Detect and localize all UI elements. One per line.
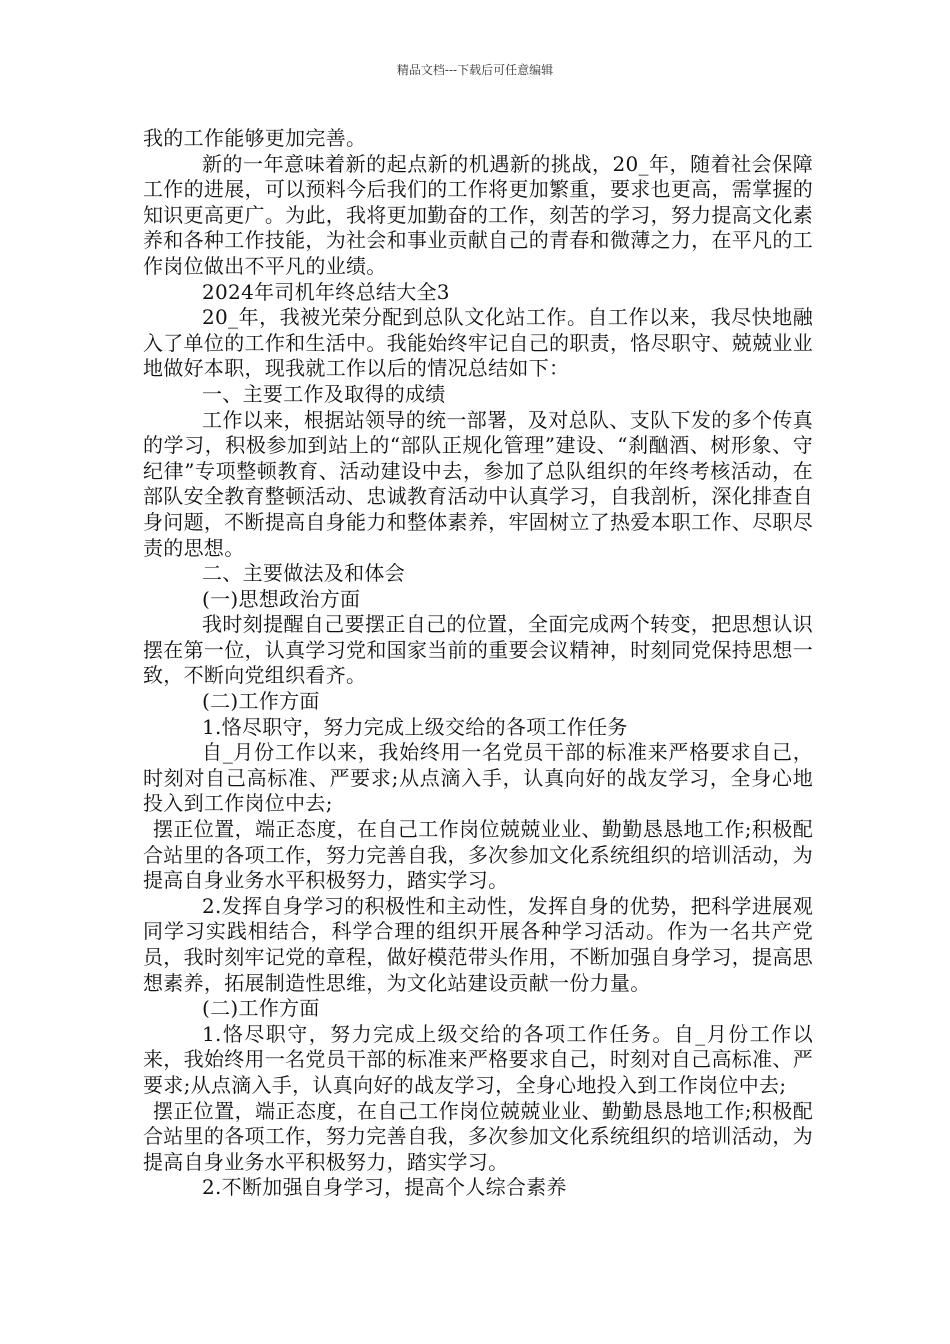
section-heading: 二、主要做法及和体会 [202, 561, 405, 586]
subsection-heading: (二)工作方面 [202, 996, 320, 1021]
paragraph: 自_月份工作以来，我始终用一名党员干部的标准来严格要求自己，时刻对自己高标准、严要求;从点滴入手，认真向好的战友学习，全身心地投入到工作岗位中去; [143, 740, 813, 816]
paragraph: 摆正位置，端正态度，在自己工作岗位兢兢业业、勤勤恳恳地工作;积极配合站里的各项工作，努力完善自我，多次参加文化系统组织的培训活动，为提高自身业务水平积极努力，踏实学习。 [143, 817, 813, 893]
paragraph: 我时刻提醒自己要摆正自己的位置，全面完成两个转变，把思想认识摆在第一位，认真学习党和国家当前的重要会议精神，时刻同党保持思想一致，不断向党组织看齐。 [143, 612, 813, 688]
paragraph: 2.发挥自身学习的积极性和主动性，发挥自身的优势，把科学进展观同学习实践相结合，科学合理的组织开展各种学习活动。作为一名共产党员，我时刻牢记党的章程，做好模范带头作用，不断加强自身学习，提高思想素养，拓展制造性思维，为文化站建设贡献一份力量。 [143, 893, 813, 995]
paragraph: 1.恪尽职守，努力完成上级交给的各项工作任务。自_月份工作以来，我始终用一名党员干部的标准来严格要求自己，时刻对自己高标准、严要求;从点滴入手，认真向好的战友学习，全身心地投入到工作岗位中去; [143, 1021, 813, 1097]
paragraph: 工作以来，根据站领导的统一部署，及对总队、支队下发的多个传真的学习，积极参加到站上的“部队正规化管理”建设、“刹酗酒、树形象、守纪律”专项整顿教育、活动建设中去，参加了总队组织的年终考核活动，在部队安全教育整顿活动、忠诚教育活动中认真学习，自我剖析，深化排查自身问题，不断提高自身能力和整体素养，牢固树立了热爱本职工作、尽职尽责的思想。 [143, 407, 813, 560]
paragraph: 我的工作能够更加完善。 [143, 126, 367, 150]
subsection-heading: (一)思想政治方面 [202, 586, 361, 611]
section-heading: 一、主要工作及取得的成绩 [202, 381, 446, 406]
section-title: 2024年司机年终总结大全3 [202, 279, 450, 304]
paragraph: 新的一年意味着新的起点新的机遇新的挑战，20_年，随着社会保障工作的进展，可以预料今后我们的工作将更加繁重，要求也更高，需掌握的知识更高更广。为此，我将更加勤奋的工作，刻苦的学习，努力提高文化素养和各种工作技能，为社会和事业贡献自己的青春和微薄之力，在平凡的工作岗位做出不平凡的业绩。 [143, 151, 813, 278]
subsection-heading: (二)工作方面 [202, 689, 320, 714]
list-item-heading: 2.不断加强自身学习，提高个人综合素养 [202, 1175, 567, 1200]
paragraph: 20_年，我被光荣分配到总队文化站工作。自工作以来，我尽快地融入了单位的工作和生活中。我能始终牢记自己的职责，恪尽职守、兢兢业业地做好本职，现我就工作以后的情况总结如下： [143, 305, 813, 381]
paragraph: 摆正位置，端正态度，在自己工作岗位兢兢业业、勤勤恳恳地工作;积极配合站里的各项工作，努力完善自我，多次参加文化系统组织的培训活动，为提高自身业务水平积极努力，踏实学习。 [143, 1098, 813, 1174]
page-header: 精品文档---下载后可任意编辑 [396, 63, 554, 77]
document-body [143, 126, 813, 1201]
list-item-heading: 1.恪尽职守，努力完成上级交给的各项工作任务 [202, 714, 628, 739]
